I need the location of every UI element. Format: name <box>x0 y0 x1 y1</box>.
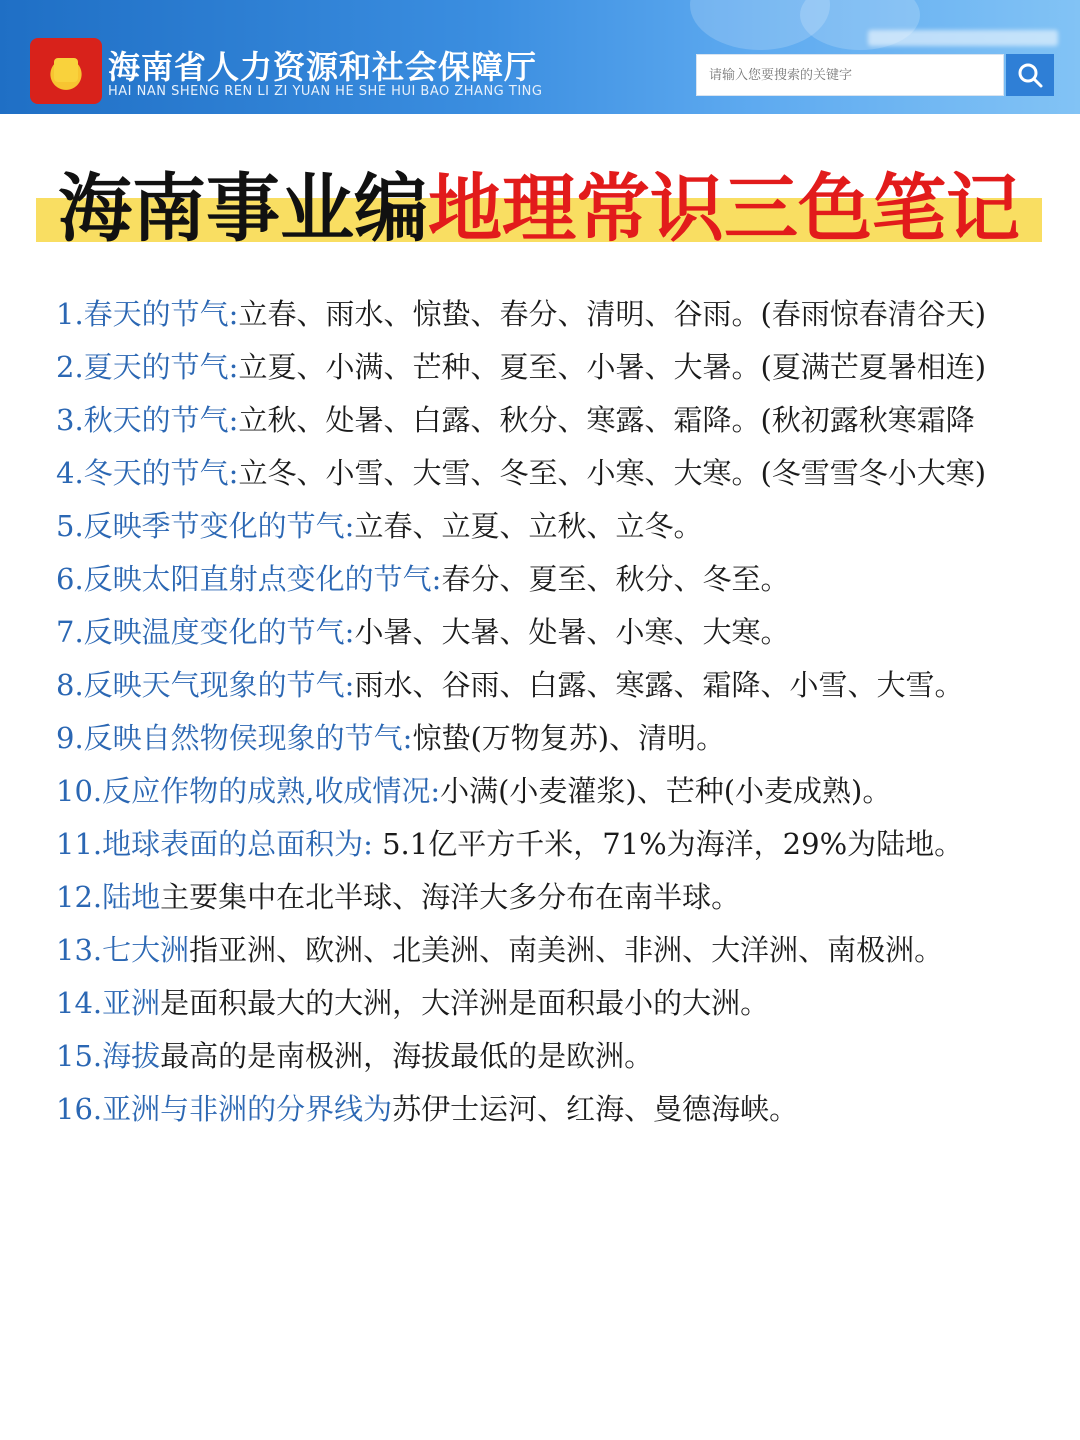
note-item <box>56 712 1036 765</box>
note-text: 立春、立夏、立秋、立冬。 <box>354 509 703 543</box>
note-text: 主要集中在北半球、海洋大多分布在南半球。 <box>160 880 741 914</box>
note-label: 1.春天的节气: <box>56 297 239 331</box>
note-text: 最高的是南极洲，海拔最低的是欧洲。 <box>160 1039 654 1073</box>
note-text: 小满(小麦灌浆)、芒种(小麦成熟)。 <box>440 774 892 808</box>
note-label: 15.海拔 <box>56 1039 161 1073</box>
note-item <box>56 447 1036 500</box>
search-box <box>696 54 1004 96</box>
note-item <box>56 1083 1036 1136</box>
note-label: 9.反映自然物侯现象的节气: <box>56 721 413 755</box>
note-label: 2.夏天的节气: <box>56 350 239 384</box>
note-label: 12.陆地 <box>56 880 161 914</box>
note-label: 3.秋天的节气: <box>56 403 239 437</box>
note-item <box>56 341 1036 394</box>
note-item <box>56 871 1036 924</box>
note-item <box>56 659 1036 712</box>
note-label: 16.亚洲与非洲的分界线为 <box>56 1092 393 1126</box>
note-item <box>56 553 1036 606</box>
search-icon <box>1016 61 1044 89</box>
note-item <box>56 1030 1036 1083</box>
note-text: 立冬、小雪、大雪、冬至、小寒、大寒。(冬雪雪冬小大寒) <box>238 456 987 490</box>
emblem-icon <box>30 38 102 104</box>
note-label: 4.冬天的节气: <box>56 456 239 490</box>
note-label: 13.七大洲 <box>56 933 190 967</box>
top-links-blurred <box>868 30 1058 46</box>
note-item <box>56 394 1036 447</box>
note-label: 14.亚洲 <box>56 986 161 1020</box>
note-item <box>56 818 1036 871</box>
search-button[interactable] <box>1006 54 1054 96</box>
note-text: 雨水、谷雨、白露、寒露、霜降、小雪、大雪。 <box>354 668 964 702</box>
note-text: 惊蛰(万物复苏)、清明。 <box>412 721 726 755</box>
search-input[interactable] <box>697 55 1003 95</box>
note-text: 5.1亿平方千米，71%为海洋，29%为陆地。 <box>372 827 964 861</box>
notes-list <box>56 288 1036 1136</box>
note-label: 7.反映温度变化的节气: <box>56 615 355 649</box>
note-text: 小暑、大暑、处暑、小寒、大寒。 <box>354 615 790 649</box>
note-text: 是面积最大的大洲，大洋洲是面积最小的大洲。 <box>160 986 770 1020</box>
note-text: 立夏、小满、芒种、夏至、小暑、大暑。(夏满芒夏暑相连) <box>238 350 987 384</box>
note-label: 6.反映太阳直射点变化的节气: <box>56 562 442 596</box>
note-item <box>56 500 1036 553</box>
note-item <box>56 288 1036 341</box>
note-label: 11.地球表面的总面积为: <box>56 827 373 861</box>
title-part-black: 海南事业编 <box>58 166 428 252</box>
site-subtitle: HAI NAN SHENG REN LI ZI YUAN HE SHE HUI BAO ZHANG TING <box>108 84 543 99</box>
note-label: 10.反应作物的成熟,收成情况: <box>56 774 441 808</box>
note-text: 立秋、处暑、白露、秋分、寒露、霜降。(秋初露秋寒霜降 <box>238 403 975 437</box>
note-item <box>56 977 1036 1030</box>
site-title[interactable]: 海南省人力资源和社会保障厅 <box>108 48 538 86</box>
page-title <box>58 150 1020 256</box>
note-item <box>56 924 1036 977</box>
note-item <box>56 765 1036 818</box>
note-text: 苏伊士运河、红海、曼德海峡。 <box>392 1092 799 1126</box>
note-text: 立春、雨水、惊蛰、春分、清明、谷雨。(春雨惊春清谷天) <box>238 297 987 331</box>
note-text: 春分、夏至、秋分、冬至。 <box>441 562 790 596</box>
note-item <box>56 606 1036 659</box>
note-text: 指亚洲、欧洲、北美洲、南美洲、非洲、大洋洲、南极洲。 <box>189 933 944 967</box>
note-label: 8.反映天气现象的节气: <box>56 668 355 702</box>
note-label: 5.反映季节变化的节气: <box>56 509 355 543</box>
title-part-red: 地理常识三色笔记 <box>428 166 1020 252</box>
